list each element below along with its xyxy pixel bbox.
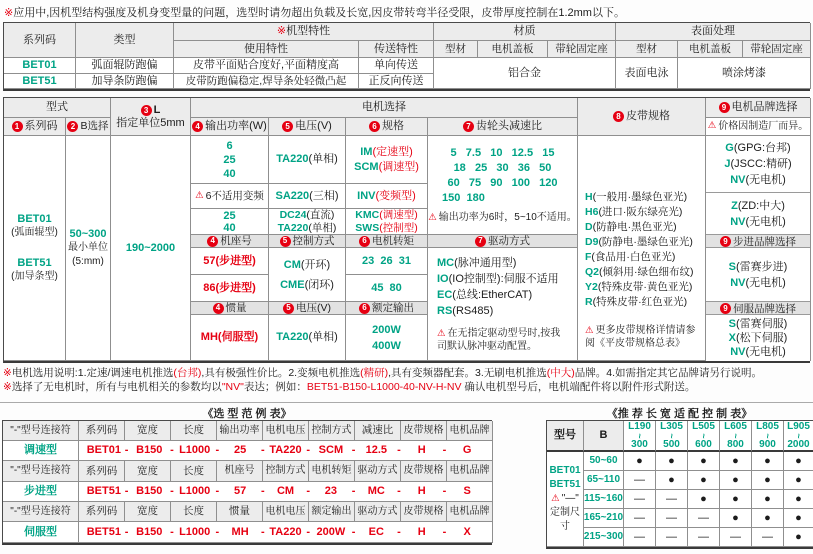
header-cell: 控制方式 <box>309 421 355 441</box>
header-belt-spec: 8 皮带规格 <box>578 98 706 136</box>
motor-selection-note: ※电机选用说明:1.定速/调速电机推选(台邦),具有极强性价比。2.变频电机推选(精研),具有变频器配套。3.无刷电机推选(中大)品牌。4.如需指定其它品牌请另行说明。 <box>3 367 763 379</box>
range-tilde-icon: ~ <box>634 432 645 439</box>
header-motor-selection: 电机选择 <box>191 98 578 118</box>
header-type: 类型 <box>76 23 174 58</box>
circled-number-badge: 2 <box>67 121 78 132</box>
range-tilde-icon: ~ <box>762 432 773 439</box>
header-material-group: 材质 <box>434 23 616 41</box>
header-connector: "-"型号连接符 <box>3 421 79 441</box>
header-length-range: L805 ~ 900 <box>752 421 784 452</box>
header-length-range: L605 ~ 800 <box>720 421 752 452</box>
top-note-text: 应用中,因机型结构强度及机身变型量的问题，选型时请勿超出负载及长宽,因皮带转弯半径受限，皮带厚度控制在1.2mm以下。 <box>13 7 625 19</box>
adapt-cell: ● <box>752 490 784 509</box>
frame-size-cell: 57(步进型) <box>191 248 269 275</box>
belt-spec-cell: H(一般用·墨绿色亚光) H6(进口·阪东绿亮光) D(防静电·黑色亚光) D9(防静电·墨绿色亚光) F(食品用·白色亚光) Q2(倾斜用·绿色细布纹) Y2(特殊皮带·黄色亚光) R(特殊皮带·红色亚光) ⚠ 更多皮带规格详情请参阅《平皮带规格总表》 <box>578 136 706 361</box>
header-model: 型号 <box>547 421 584 452</box>
header-cell: 电机转矩 <box>309 461 355 482</box>
circled-number-badge: 6 <box>369 121 380 132</box>
inertia-cell: MH(伺服型) <box>191 315 269 361</box>
brand-selection-column <box>706 136 811 361</box>
drive-mode-cell: MC(脉冲通用型) IO(IO控制型):伺服不适用 EC(总线:EtherCAT) RS(RS485) ⚠ 在无指定驱动型号时,按我司默认脉冲驱动配置。 <box>428 248 578 361</box>
adapt-cell: ● <box>784 528 813 547</box>
header-surface-group: 表面处理 <box>616 23 811 41</box>
example-model-row: BET51 - B150 - L1000 - 57 - CM - 23 - MC - H - S <box>79 482 493 502</box>
header-brand-selection: 9 电机品牌选择 <box>706 98 811 118</box>
examples-table <box>2 420 492 545</box>
header-cell: 宽度 <box>125 421 171 441</box>
adapt-cell: ● <box>624 452 656 471</box>
header-transfer-feature: 传送特性 <box>359 41 434 58</box>
brushless-brand-group: Z(ZD:中大) NV(无电机) <box>706 193 810 235</box>
header-cell: 皮带规格 <box>401 502 447 522</box>
adapt-cell: — <box>720 528 752 547</box>
b-range-cell: 215~300 <box>584 528 624 547</box>
header-cell: 皮带规格 <box>401 421 447 441</box>
header-motor-cover: 电机盖板 <box>678 41 743 58</box>
circled-number-badge: 4 <box>192 121 203 132</box>
frame-size-cell: 86(步进型) <box>191 275 269 302</box>
circled-number-badge: 3 <box>141 105 152 116</box>
voltage-cell: TA220 (单相) <box>269 136 346 184</box>
circled-number-badge: 7 <box>463 121 474 132</box>
material-cell: 铝合金 <box>434 58 616 89</box>
header-cell: 电机品牌 <box>447 421 493 441</box>
voltage-cell: TA220 (单相) <box>269 315 346 361</box>
circled-number-badge: 1 <box>12 121 23 132</box>
header-b-select: 2 B选择 <box>66 118 111 136</box>
adapt-cell: ● <box>720 490 752 509</box>
example-model-row: BET01 - B150 - L1000 - 25 - TA220 - SCM - 12.5 - H - G <box>79 441 493 461</box>
adapt-cell: ● <box>752 471 784 490</box>
header-control-mode: 5 控制方式 <box>269 235 346 248</box>
reference-mark-icon: ※ <box>3 381 12 393</box>
header-length-range: L505 ~ 600 <box>688 421 720 452</box>
header-cell: 电机电压 <box>263 421 309 441</box>
adapt-cell: ● <box>784 452 813 471</box>
power-note-cell: ⚠ 6不适用变频 <box>191 184 269 209</box>
header-cell: 控制方式 <box>263 461 309 482</box>
spec-cell: INV (变频型) <box>346 184 428 209</box>
adapt-cell: ● <box>720 471 752 490</box>
header-cell: 电机品牌 <box>447 461 493 482</box>
series-code-cell: BET51 <box>4 74 76 89</box>
b-range-cell: 50~60 <box>584 452 624 471</box>
adapt-cell: — <box>752 528 784 547</box>
header-inertia: 4 惯量 <box>191 302 269 315</box>
adapt-cell: ● <box>656 471 688 490</box>
header-cell: 额定输出 <box>309 502 355 522</box>
header-spec: 6 规格 <box>346 118 428 136</box>
header-frame-size: 4 机座号 <box>191 235 269 248</box>
servo-brand-group: S(雷赛伺服) X(松下伺服) NV(无电机) <box>728 318 788 358</box>
header-drive-mode: 7 驱动方式 <box>428 235 578 248</box>
header-series-code: 系列码 <box>4 23 76 58</box>
b-range-cell: 115~160 <box>584 490 624 509</box>
voltage-cell: DC24(直流) TA220(单相) <box>269 209 346 235</box>
spec-cell: IM(定速型) SCM(调速型) <box>346 136 428 184</box>
header-cell: 长度 <box>171 502 217 522</box>
header-connector: "-"型号连接符 <box>3 461 79 482</box>
circled-number-badge: 8 <box>613 111 624 122</box>
header-cell: 电机电压 <box>263 502 309 522</box>
header-output-power: 4 输出功率(W) <box>191 118 269 136</box>
overview-table <box>3 22 810 91</box>
type-cell: 加导条防跑偏 <box>76 74 174 89</box>
step-brand-group: S(雷赛步进) NV(无电机) <box>706 248 810 302</box>
adapt-table <box>546 420 813 549</box>
header-pulley-seat: 带轮固定座 <box>548 41 616 58</box>
circled-number-badge: 9 <box>719 102 730 113</box>
warning-icon: ⚠ <box>428 212 437 224</box>
header-cell: 系列码 <box>79 421 125 441</box>
adapt-cell: — <box>624 490 656 509</box>
surface-profile-cell: 表面电泳 <box>616 58 678 89</box>
header-profile: 型材 <box>434 41 478 58</box>
range-tilde-icon: ~ <box>666 432 677 439</box>
header-step-brand: 9 步进品牌选择 <box>706 235 810 248</box>
header-series-code: 1 系列码 <box>4 118 66 136</box>
adapt-cell: — <box>656 528 688 547</box>
no-motor-note: ※选择了无电机时，所有与电机相关的参数均以"NV"表达；例如：BET51-B150-L1000-40-NV-H-NV 确认电机型号后，电机端配件将以附件形式附送。 <box>3 381 696 393</box>
adapt-cell: — <box>688 528 720 547</box>
header-model-features: ※ 机型特性 <box>174 23 434 41</box>
adapt-cell: ● <box>688 490 720 509</box>
header-cell: 宽度 <box>125 502 171 522</box>
range-tilde-icon: ~ <box>730 432 741 439</box>
section-divider <box>0 402 813 403</box>
header-cell: 电机品牌 <box>447 502 493 522</box>
length-column: 190~2000 <box>111 136 191 361</box>
header-model-group: 型式 <box>4 98 111 118</box>
example-type-label: 步进型 <box>3 482 79 502</box>
header-cell: 减速比 <box>355 421 401 441</box>
adapt-cell: ● <box>784 471 813 490</box>
header-b: B <box>584 421 624 452</box>
header-motor-cover: 电机盖板 <box>478 41 548 58</box>
reference-mark-icon: ※ <box>3 367 12 379</box>
adapt-cell: — <box>656 490 688 509</box>
surface-paint-cell: 喷涂烤漆 <box>678 58 811 89</box>
adapt-cell: — <box>624 509 656 528</box>
header-use-feature: 使用特性 <box>174 41 359 58</box>
header-length: 3 L 指定单位5mm <box>111 98 191 136</box>
header-cell: 长度 <box>171 421 217 441</box>
adapt-title: 《推 荐 长 宽 适 配 控 制 表》 <box>606 408 753 420</box>
adapt-cell: ● <box>784 490 813 509</box>
header-length-range: L190 ~ 300 <box>624 421 656 452</box>
circled-number-badge: 5 <box>283 303 294 314</box>
type-cell: 弧面辊防跑偏 <box>76 58 174 74</box>
adapt-cell: ● <box>784 509 813 528</box>
header-cell: 系列码 <box>79 502 125 522</box>
adapt-cell: — <box>688 509 720 528</box>
top-note <box>4 4 810 20</box>
adapt-cell: ● <box>752 509 784 528</box>
adapt-model-cell: BET01 BET51 ⚠ "—" 定制尺寸 <box>547 452 584 547</box>
range-tilde-icon: ~ <box>793 432 804 439</box>
adapt-cell: ● <box>720 509 752 528</box>
header-voltage: 5 电压(V) <box>269 302 346 315</box>
b-range-cell: 65~110 <box>584 471 624 490</box>
control-mode-cell: CM(开环) CME(闭环) <box>269 248 346 302</box>
brand-price-note: ⚠ 价格因制造厂而异。 <box>706 118 811 136</box>
warning-icon: ⚠ <box>195 189 204 201</box>
circled-number-badge: 4 <box>213 303 224 314</box>
b-select-column: 50~300 最小单位 (5:mm) <box>66 136 111 361</box>
header-rated-output: 6 额定输出 <box>346 302 428 315</box>
circled-number-badge: 6 <box>359 236 370 247</box>
warning-icon: ⚠ <box>551 493 560 504</box>
header-cell: 输出功率 <box>217 421 263 441</box>
example-model-row: BET51 - B150 - L1000 - MH - TA220 - 200W - EC - H - X <box>79 522 493 543</box>
reference-mark-icon: ※ <box>276 25 287 38</box>
transfer-cell: 正反向传送 <box>359 74 434 89</box>
ac-brand-group: G(GPG:台邦) J(JSCC:精研) NV(无电机) <box>706 136 810 193</box>
adapt-cell: ● <box>688 452 720 471</box>
reference-mark-icon: ※ <box>4 7 14 19</box>
gear-ratio-cell: 5 7.5 10 12.5 15 18 25 30 36 50 60 75 90 100 120 150 180 ⚠ 输出功率为6时，5~10不适用。 <box>428 136 578 235</box>
header-cell: 宽度 <box>125 461 171 482</box>
circled-number-badge: 7 <box>475 236 486 247</box>
use-feature-cell: 皮带平面贴合度好,平面精度高 <box>174 58 359 74</box>
adapt-cell: ● <box>688 471 720 490</box>
header-cell: 系列码 <box>79 461 125 482</box>
examples-title: 《选 型 范 例 表》 <box>202 408 292 420</box>
circled-number-badge: 6 <box>359 303 370 314</box>
header-motor-torque: 6 电机转矩 <box>346 235 428 248</box>
transfer-cell: 单向传送 <box>359 58 434 74</box>
voltage-cell: SA220 (三相) <box>269 184 346 209</box>
range-tilde-icon: ~ <box>698 432 709 439</box>
torque-cell: 45 80 <box>346 275 428 302</box>
warning-icon: ⚠ <box>707 120 717 132</box>
adapt-cell: ● <box>656 452 688 471</box>
adapt-cell: — <box>656 509 688 528</box>
warning-icon: ⚠ <box>585 325 594 336</box>
header-gear-ratio: 7 齿轮头减速比 <box>428 118 578 136</box>
adapt-cell: — <box>624 471 656 490</box>
warning-icon: ⚠ <box>437 328 446 339</box>
example-type-label: 调速型 <box>3 441 79 461</box>
circled-number-badge: 9 <box>720 303 731 314</box>
circled-number-badge: 5 <box>282 121 293 132</box>
header-cell: 驱动方式 <box>355 461 401 482</box>
header-servo-brand: 9 伺服品牌选择 <box>706 302 810 315</box>
series-code-column: BET01 (弧面辊型) BET51 (加导条型) <box>4 136 66 361</box>
header-profile: 型材 <box>616 41 678 58</box>
adapt-cell: ● <box>752 452 784 471</box>
b-range-cell: 165~210 <box>584 509 624 528</box>
header-cell: 驱动方式 <box>355 502 401 522</box>
spec-cell: KMC(调速型) SWS(控制型) <box>346 209 428 235</box>
adapt-cell: ● <box>720 452 752 471</box>
footnotes <box>3 366 811 394</box>
torque-cell: 23 26 31 <box>346 248 428 275</box>
circled-number-badge: 4 <box>207 236 218 247</box>
header-voltage: 5 电压(V) <box>269 118 346 136</box>
circled-number-badge: 9 <box>720 236 731 247</box>
series-code-cell: BET01 <box>4 58 76 74</box>
header-length-range: L305 ~ 500 <box>656 421 688 452</box>
selector-table <box>3 97 810 363</box>
header-cell: 长度 <box>171 461 217 482</box>
use-feature-cell: 皮带防跑偏稳定,焊导条处轻微凸起 <box>174 74 359 89</box>
rated-output-cell: 200W 400W <box>346 315 428 361</box>
header-cell: 机座号 <box>217 461 263 482</box>
power-cell: 25 40 <box>191 209 269 235</box>
header-cell: 皮带规格 <box>401 461 447 482</box>
header-pulley-seat: 带轮固定座 <box>743 41 811 58</box>
circled-number-badge: 5 <box>280 236 291 247</box>
header-length-range: L905 ~ 2000 <box>784 421 813 452</box>
example-type-label: 伺服型 <box>3 522 79 543</box>
power-cell: 6 25 40 <box>191 136 269 184</box>
adapt-cell: — <box>624 528 656 547</box>
header-cell: 惯量 <box>217 502 263 522</box>
header-connector: "-"型号连接符 <box>3 502 79 522</box>
